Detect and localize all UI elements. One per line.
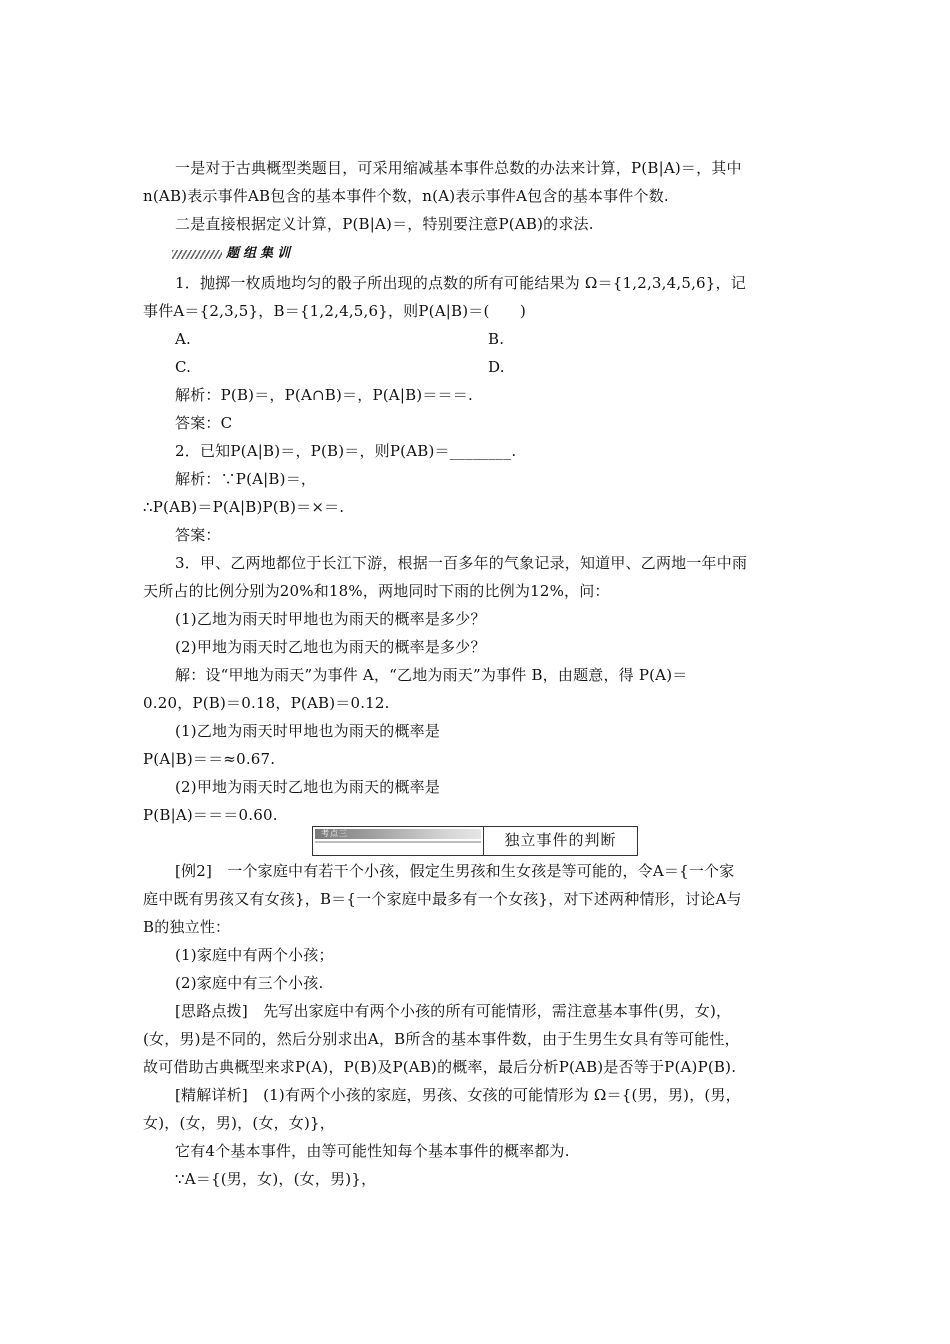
detailed-solution-line: 它有4个基本事件，由等可能性知每个基本事件的概率都为. — [175, 1142, 570, 1160]
text-line: n(AB)表示事件AB包含的基本事件个数，n(A)表示事件A包含的基本事件个数. — [143, 187, 669, 205]
question-2-answer: 答案： — [175, 526, 221, 544]
question-3-part-1: (1)乙地为雨天时甲地也为雨天的概率是多少？ — [175, 610, 486, 628]
section-title: 独立事件的判断 — [504, 831, 617, 849]
question-3-part-2: (2)甲地为雨天时乙地也为雨天的概率是多少？ — [175, 638, 486, 656]
question-3-solution-1: (1)乙地为雨天时甲地也为雨天的概率是 — [175, 722, 441, 740]
example-2-stem: [例2] 一个家庭中有若干个小孩，假定生男孩和生女孩是等可能的，令A＝{一个家 — [175, 862, 735, 880]
question-3-solution: 解：设“甲地为雨天”为事件 A，“乙地为雨天”为事件 B，由题意，得 P(A)＝ — [175, 666, 688, 684]
section-tag-underline — [315, 841, 481, 843]
example-2-case-1: (1)家庭中有两个小孩； — [175, 946, 334, 964]
section-tag-label: 考点三 — [321, 829, 348, 838]
question-1-answer: 答案：C — [175, 414, 233, 432]
section-tag — [315, 829, 481, 839]
section-banner — [312, 826, 638, 856]
question-2-analysis: 解析：∵P(A|B)＝， — [175, 470, 317, 488]
question-2-analysis-cont: ∴P(AB)＝P(A|B)P(B)＝×＝. — [143, 498, 345, 516]
question-3-stem-cont: 天所占的比例分别为20%和18%，两地同时下雨的比例为12%，问： — [143, 582, 610, 600]
question-3-solution-1-result: P(A|B)＝＝≈0.67. — [143, 750, 276, 768]
question-2-stem: 2．已知P(A|B)＝，P(B)＝，则P(AB)＝________. — [175, 442, 517, 460]
question-3-solution-2: (2)甲地为雨天时乙地也为雨天的概率是 — [175, 778, 441, 796]
approach-hint: [思路点拨] 先写出家庭中有两个小孩的所有可能情形，需注意基本事件(男，女)， — [175, 1002, 732, 1020]
detailed-solution-line: ∵A＝{(男，女)，(女，男)}， — [175, 1170, 377, 1188]
text-line: 二是直接根据定义计算，P(B|A)＝，特别要注意P(AB)的求法. — [175, 215, 594, 233]
detailed-solution: [精解详析] (1)有两个小孩的家庭，男孩、女孩的可能情形为 Ω＝{(男，男)，(男， — [175, 1086, 741, 1104]
example-2-stem-end: B的独立性： — [143, 918, 231, 936]
question-3-stem: 3．甲、乙两地都位于长江下游，根据一百多年的气象记录，知道甲、乙两地一年中雨 — [175, 554, 748, 572]
option-a: A. — [175, 330, 192, 348]
detailed-solution-cont: 女)，(女，男)，(女，女)}， — [143, 1114, 336, 1132]
question-1-analysis: 解析：P(B)＝，P(A∩B)＝，P(A|B)＝＝＝. — [175, 386, 473, 404]
decorative-stripes — [172, 250, 222, 259]
group-practice-title: 题组集训 — [226, 246, 295, 261]
approach-hint-cont: (女，男)是不同的，然后分别求出A，B所含的基本事件数，由于生男生女具有等可能性， — [143, 1030, 740, 1048]
option-d: D. — [488, 358, 505, 376]
option-c: C. — [175, 358, 192, 376]
question-3-solution-cont: 0.20，P(B)＝0.18，P(AB)＝0.12. — [143, 694, 390, 712]
question-1-stem: 1．抛掷一枚质地均匀的骰子所出现的点数的所有可能结果为 Ω＝{1,2,3,4,5,6}，记 — [175, 274, 746, 292]
question-1-stem-cont: 事件A＝{2,3,5}，B＝{1,2,4,5,6}，则P(A|B)＝( ) — [143, 302, 526, 320]
example-2-case-2: (2)家庭中有三个小孩. — [175, 974, 324, 992]
question-3-solution-2-result: P(B|A)＝＝＝0.60. — [143, 806, 278, 824]
approach-hint-end: 故可借助古典概型来求P(A)，P(B)及P(AB)的概率，最后分析P(AB)是否等于P(A)P(B). — [143, 1058, 737, 1076]
example-2-stem-cont: 庭中既有男孩又有女孩}，B＝{一个家庭中最多有一个女孩}，对下述两种情形，讨论A与 — [143, 890, 742, 908]
text-line: 一是对于古典概型类题目，可采用缩减基本事件总数的办法来计算，P(B|A)＝，其中 — [175, 159, 742, 177]
option-b: B. — [488, 330, 505, 348]
